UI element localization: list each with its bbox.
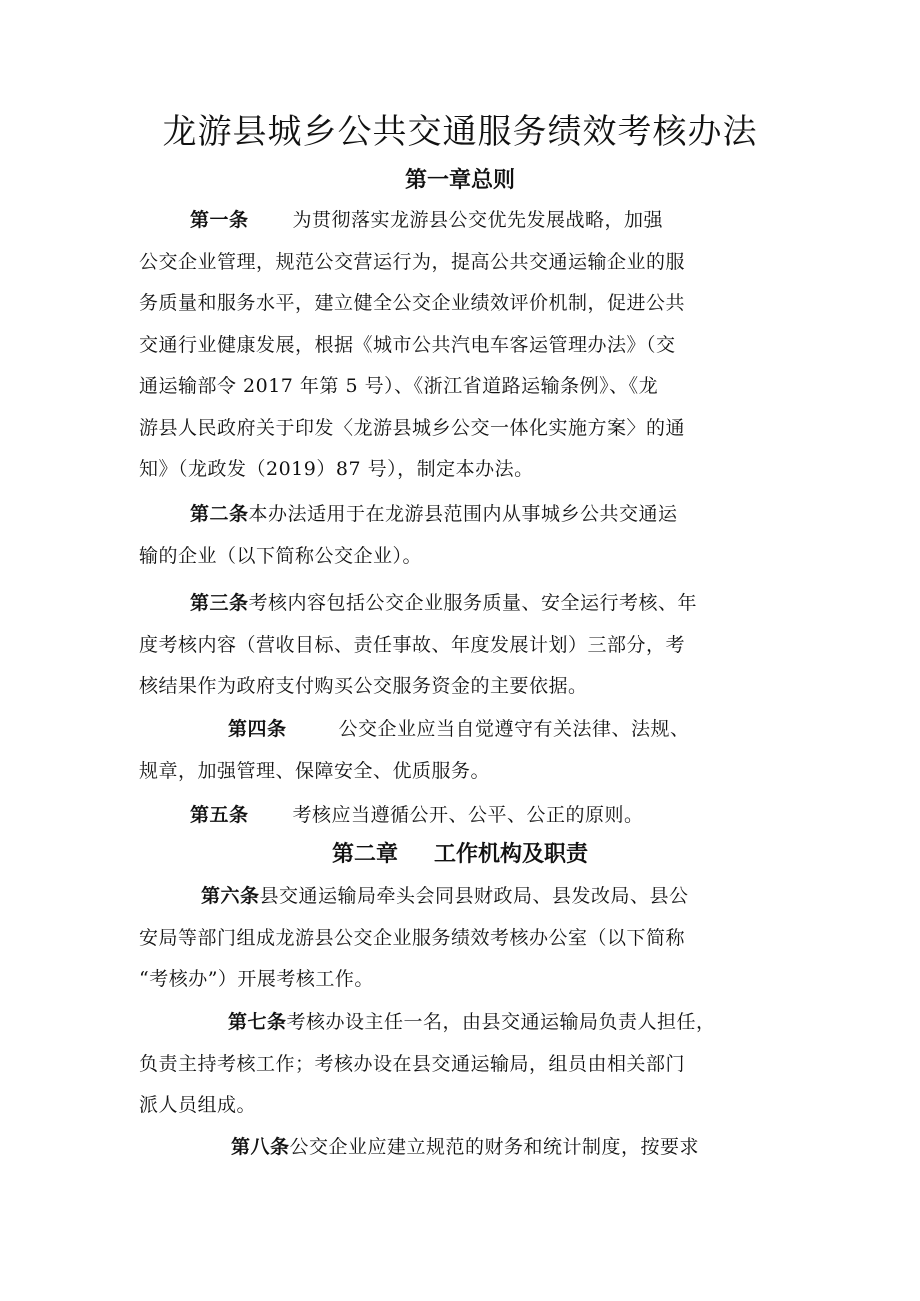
article-2-line-2: 输的企业（以下简称公交企业）。: [139, 544, 423, 567]
chapter-2-heading: [0, 840, 920, 870]
article-2-line-1: 本办法适用于在龙游县范围内从事城乡公共交通运: [248, 503, 678, 525]
chapter-2-number: 第二章: [331, 842, 398, 867]
document-title: 龙游县城乡公共交通服务绩效考核办法: [162, 112, 758, 152]
article-5-line-1: 考核应当遵循公开、公平、公正的原则。: [292, 804, 644, 826]
article-6: [139, 876, 789, 1001]
article-1-line-6: 游县人民政府关于印发〈龙游县城乡公交一体化实施方案〉的通: [139, 416, 686, 439]
article-8: [139, 1127, 789, 1169]
article-7: [139, 1002, 789, 1127]
article-5: [139, 795, 789, 837]
article-3-line-3: 核结果作为政府支付购买公交服务资金的主要依据。: [139, 675, 588, 697]
article-3-line-2: 度考核内容（营收目标、责任事故、年度发展计划）三部分，考: [139, 633, 686, 656]
article-7-label: 第七条: [228, 1011, 287, 1033]
article-7-line-3: 派人员组成。: [139, 1094, 257, 1116]
chapter-2-name: 工作机构及职责: [434, 842, 589, 867]
article-8-line-1: 公交企业应建立规范的财务和统计制度，按要求: [289, 1136, 700, 1158]
article-6-line-1: 县交通运输局牵头会同县财政局、县发改局、县公: [259, 885, 689, 907]
article-4-label: 第四条: [228, 718, 287, 740]
article-6-line-2: 安局等部门组成龙游县公交企业服务绩效考核办公室（以下简称: [139, 926, 686, 949]
article-6-line-3: “考核办”）开展考核工作。: [139, 968, 374, 990]
article-3-label: 第三条: [190, 592, 249, 614]
article-1-line-1: 为贯彻落实龙游县公交优先发展战略，加强: [292, 209, 664, 231]
article-4: [139, 709, 789, 792]
article-1-label: 第一条: [190, 209, 249, 231]
article-1-line-4: 交通行业健康发展，根据《城市公共汽电车客运管理办法》（交: [139, 333, 676, 356]
article-1-line-3: 务质量和服务水平，建立健全公交企业绩效评价机制，促进公共: [139, 292, 686, 314]
article-3: [139, 583, 789, 708]
article-3-line-1: 考核内容包括公交企业服务质量、安全运行考核、年: [248, 592, 698, 614]
article-1-line-5: 通运输部令 2017 年第 5 号）、《浙江省道路运输条例》、《龙: [139, 375, 659, 397]
article-4-line-2: 规章，加强管理、保障安全、优质服务。: [139, 759, 491, 782]
article-2-label: 第二条: [190, 503, 249, 525]
article-7-line-1: 考核办设主任一名，由县交通运输局负责人担任，: [286, 1011, 716, 1033]
article-5-label: 第五条: [190, 804, 249, 826]
article-2: [139, 494, 789, 577]
article-1-line-2: 公交企业管理，规范公交营运行为，提高公共交通运输企业的服: [139, 250, 686, 273]
article-8-label: 第八条: [231, 1136, 290, 1158]
article-7-line-2: 负责主持考核工作；考核办设在县交通运输局，组员由相关部门: [139, 1052, 686, 1075]
article-1-line-7: 知》（龙政发（2019）87 号），制定本办法。: [139, 458, 534, 480]
article-6-label: 第六条: [201, 885, 260, 907]
article-1: [139, 200, 789, 491]
article-4-line-1: 公交企业应当自觉遵守有关法律、法规、: [338, 718, 690, 740]
chapter-1-heading: 第一章总则: [404, 168, 515, 193]
